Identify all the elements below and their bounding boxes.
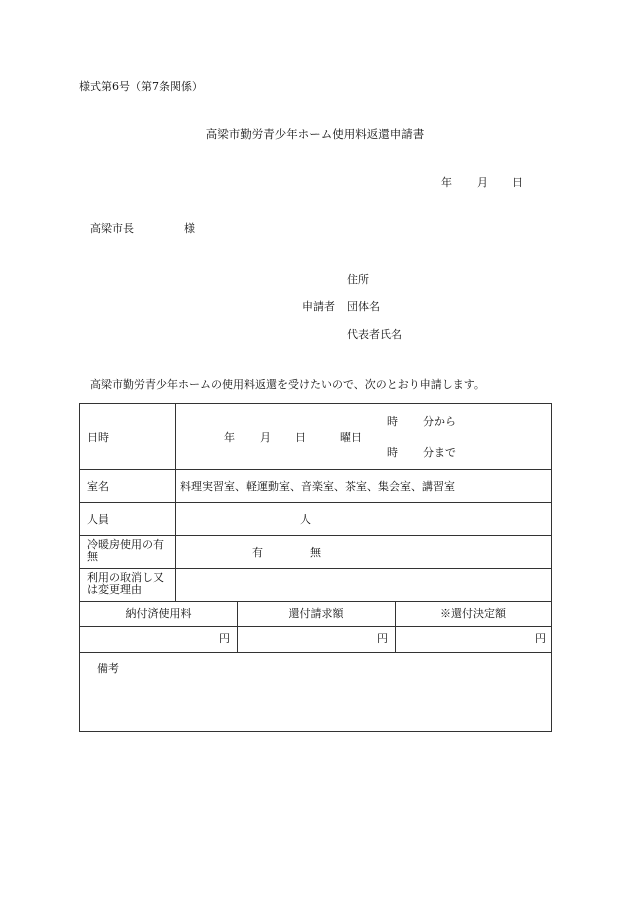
- datetime-weekday-label: 曜日: [340, 431, 362, 444]
- datetime-month-label: 月: [260, 431, 271, 444]
- application-table: [79, 403, 552, 732]
- date-day-label: 日: [512, 176, 523, 189]
- label-column-divider: [175, 404, 176, 601]
- document-title: 高梁市勤労青少年ホーム使用料返還申請書: [205, 127, 425, 141]
- row-divider: [80, 502, 551, 503]
- applicant-label: 申請者: [302, 300, 335, 313]
- aircon-no-option: 無: [310, 546, 321, 559]
- row-divider: [80, 626, 551, 627]
- time-from-minute-label: 分から: [423, 415, 456, 428]
- fee-header-decided: ※還付決定額: [440, 607, 506, 620]
- row-divider: [80, 568, 551, 569]
- time-from-hour-label: 時: [387, 415, 398, 428]
- datetime-year-label: 年: [224, 431, 235, 444]
- date-year-label: 年: [441, 176, 452, 189]
- addressee-honorific: 様: [184, 222, 195, 235]
- fee-decided-unit: 円: [535, 632, 546, 645]
- form-number: 様式第6号（第7条関係）: [79, 80, 203, 93]
- applicant-representative-label: 代表者氏名: [347, 328, 402, 341]
- applicant-group-label: 団体名: [347, 300, 380, 313]
- time-to-hour-label: 時: [387, 446, 398, 459]
- room-options: 料理実習室、軽運動室、音楽室、茶室、集会室、講習室: [180, 480, 455, 493]
- row-divider: [80, 652, 551, 653]
- date-month-label: 月: [477, 176, 488, 189]
- row-divider: [80, 469, 551, 470]
- people-unit: 人: [300, 513, 311, 526]
- reason-label: 利用の取消し又は変更理由: [87, 571, 164, 596]
- row-divider: [80, 601, 551, 602]
- datetime-label: 日時: [87, 431, 109, 444]
- intro-text: 高梁市勤労青少年ホームの使用料返還を受けたいので、次のとおり申請します。: [90, 378, 485, 391]
- aircon-label: 冷暖房使用の有無: [87, 538, 164, 563]
- remarks-label: 備考: [97, 662, 119, 675]
- fee-paid-unit: 円: [219, 632, 230, 645]
- fee-header-requested: 還付請求額: [288, 607, 344, 620]
- room-label: 室名: [87, 480, 109, 493]
- addressee-name: 高梁市長: [90, 222, 134, 235]
- fee-header-paid: 納付済使用料: [125, 607, 192, 620]
- time-to-minute-label: 分まで: [423, 446, 456, 459]
- datetime-day-label: 日: [295, 431, 306, 444]
- applicant-address-label: 住所: [347, 273, 369, 286]
- fee-requested-unit: 円: [377, 632, 388, 645]
- row-divider: [80, 535, 551, 536]
- aircon-yes-option: 有: [252, 546, 263, 559]
- people-label: 人員: [87, 513, 109, 526]
